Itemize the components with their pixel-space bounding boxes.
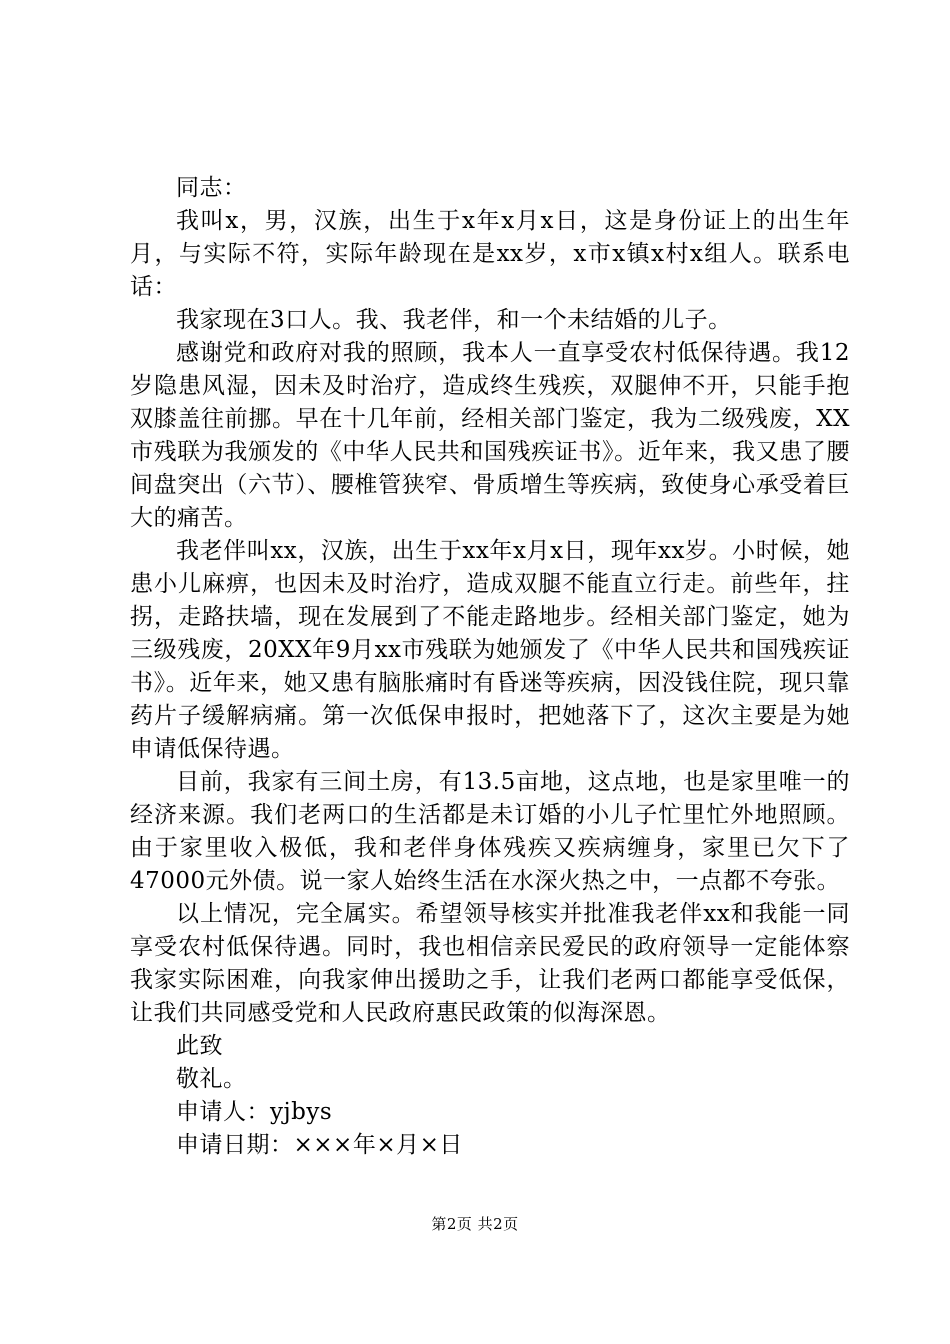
application-date: 申请日期：×××年×月×日	[176, 1132, 463, 1158]
paragraph-economy: 目前，我家有三间土房，有13.5亩地，这点地，也是家里唯一的经济来源。我们老两口的生活都是未订婚的小儿子忙里忙外地照顾。由于家里收入极低，我和老伴身体残疾又疾病缠身，家里已欠下了47000元外债。说一家人始终生活在水深火热之中，一点都不夸张。	[130, 769, 850, 894]
page-footer: 第2页 共2页	[431, 1215, 519, 1233]
letter-body	[130, 172, 850, 1162]
paragraph-applicant-health: 感谢党和政府对我的照顾，我本人一直享受农村低保待遇。我12岁隐患风湿，因未及时治疗，造成终生残疾，双腿伸不开，只能手抱双膝盖往前挪。早在十几年前，经相关部门鉴定，我为二级残废，XX市残联为我颁发的《中华人民共和国残疾证书》。近年来，我又患了腰间盘突出（六节）、腰椎管狭窄、骨质增生等疾病，致使身心承受着巨大的痛苦。	[130, 340, 850, 531]
paragraph-identity: 我叫x，男，汉族，出生于x年x月x日，这是身份证上的出生年月，与实际不符，实际年龄现在是xx岁，x市x镇x村x组人。联系电话：	[130, 208, 850, 300]
closing-ci-zhi: 此致	[176, 1033, 223, 1059]
paragraph-spouse-health: 我老伴叫xx，汉族，出生于xx年x月x日，现年xx岁。小时候，她患小儿麻痹，也因未及时治疗，造成双腿不能直立行走。前些年，拄拐，走路扶墙，现在发展到了不能走路地步。经相关部门鉴定，她为三级残废，20XX年9月xx市残联为她颁发了《中华人民共和国残疾证书》。近年来，她又患有脑胀痛时有昏迷等疾病，因没钱住院，现只靠药片子缓解病痛。第一次低保申报时，把她落下了，这次主要是为她申请低保待遇。	[130, 538, 850, 762]
applicant-signature: 申请人：yjbys	[176, 1099, 333, 1125]
paragraph-request: 以上情况，完全属实。希望领导核实并批准我老伴xx和我能一同享受农村低保待遇。同时，我也相信亲民爱民的政府领导一定能体察我家实际困难，向我家伸出援助之手，让我们老两口都能享受低保，让我们共同感受党和人民政府惠民政策的似海深恩。	[130, 901, 850, 1026]
closing-jing-li: 敬礼。	[176, 1066, 247, 1092]
paragraph-family: 我家现在3口人。我、我老伴，和一个未结婚的儿子。	[176, 307, 732, 333]
salutation: 同志：	[176, 175, 247, 201]
